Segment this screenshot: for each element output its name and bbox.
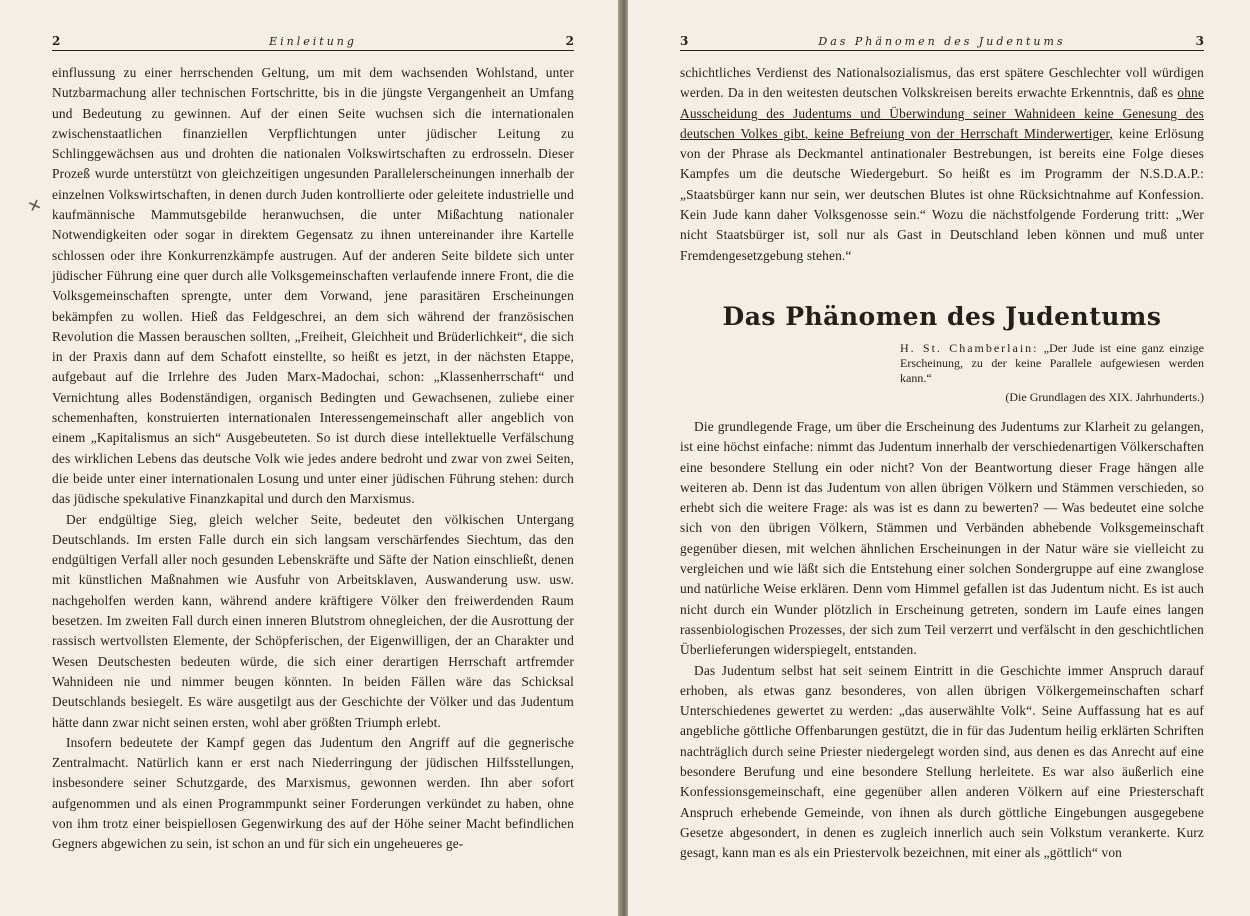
right-body-text-main	[680, 417, 1204, 864]
left-paragraph-1: einflussung zu einer herrschenden Geltung, um mit dem wachsenden Wohlstand, unter Nutzbarmachung aller technischen Fortschritte, bis in die jüngste Vergangenheit an Umfang und Bedeutung zu gewinnen. Auf der einen Seite wuchsen sich die internationalen zwischenstaatlichen finanziellen Verpflichtungen unter jüdischer Leitung zu Schlinggewächsen aus und drohten die nationalen Volkswirtschaften zu erdrosseln. Dieser Prozeß wurde unterstützt von gleichzeitigen ungesunden Parallelerscheinungen innerhalb der einzelnen Volkswirtschaften, in denen durch Juden kontrollierte oder geleitete industrielle und kaufmännische Mammutsgebilde heranwuchsen, die unter Mißachtung nationaler Notwendigkeiten oder sogar in direktem Gegensatz zu ihnen untereinander ihre Kartelle schlossen oder ihre Konkurrenzkämpfe austrugen. Auf der anderen Seite bildete sich unter jüdischer Führung eine quer durch alle Volksgemeinschaften verlaufende innere Front, die die Volksgemeinschaften sprengte, unter dem Vorwand, jene parasitären Erscheinungen bekämpfen zu wollen. Hieß das Feldgeschrei, an dem sich während der französischen Revolution die Massen berauschen sollten, „Freiheit, Gleichheit und Brüderlichkeit“, die sich in der Praxis dann auf dem Schafott einstellte, so heißt es jetzt, in der nächsten Etappe, aufgebaut auf die Irrlehre des Juden Marx-Madochai, schon: „Klassenherrschaft“ und Vernichtung alles Bodenständigen, organisch Bedingten und Gewachsenen, zuliebe einer schemenhaften, konstruierten internationalen Interessengemeinschaft aller angeblich von einem „Kapitalismus an sich“ Ausgebeuteten. So ist durch diese intellektuelle Verfälschung des wirklichen Lebens das deutsche Volk wie jedes andere bedroht und zwar von zwei Seiten, die beide unter einer internationalen Losung und unter einer jüdischen Führung stehen: durch das jüdische spekulative Finanzkapital und durch den Marxismus.	[52, 65, 574, 507]
page-number-left-inner: 2	[565, 34, 574, 48]
opening-text-before: schichtliches Verdienst des Nationalsozialismus, das erst spätere Geschlechter voll würdigen werden. Da in den weitesten deutschen Volkskreisen bereits erwachte Erkenntnis, daß es	[680, 65, 1204, 101]
page-number-right-outer: 3	[1195, 34, 1204, 48]
page-number-left-outer: 2	[52, 34, 61, 48]
epigraph	[900, 341, 1204, 386]
right-body-text	[680, 63, 1204, 266]
epigraph-source: (Die Grundlagen des XIX. Jahrhunderts.)	[1005, 389, 1204, 404]
pencil-mark-icon: ✕	[25, 194, 45, 217]
underlined-passage: ohne Ausscheidung des Judentums und Überwindung seiner Wahnideen keine Genesung des deutschen Volkes gibt, keine Befreiung von der Herrschaft Minderwertiger,	[680, 85, 1204, 141]
epigraph-quote: „Der Jude ist eine ganz einzige Erscheinung, zu der keine Parallele aufgewiesen werden kann.“	[900, 340, 1205, 385]
right-paragraph-2: Das Judentum selbst hat seit seinem Eintritt in die Geschichte immer Anspruch darauf erhoben, als etwas ganz besonderes, von allen übrigen Völkergemeinschaften scharf Unterschiedenes gewertet zu werden: „das auserwählte Volk“. Seine Auffassung hat es auf angebliche göttliche Offenbarungen gestützt, die in für das Judentum heilig erklärten Schriften nachträglich durch seine Priester niedergelegt worden sind, aus denen es das Anrecht auf eine besondere Berufung und eine besondere Stellung herleitete. Es war also äußerlich eine Konfessionsgemeinschaft, eine gegenüber allen anderen Völkern auf eine Priesterschaft Anspruch erhebende Gemeinde, von ihnen als durch göttliche Eingebungen ausgegebene Gesetze abgesondert, in denen es zugleich innerlich auch sein Volkstum verankerte. Kurz gesagt, kann man es als ein Priestervolk bezeichnen, mit einer als „göttlich“ von	[680, 662, 1204, 861]
opening-text-after: keine Erlösung von der Phrase als Deckmantel antinationaler Bestrebungen, ist bereits eine Folge dieses Kampfes um die deutsche Wiedergeburt. So heißt es im Programm der N.S.D.A.P.: „Staatsbürger kann nur sein, wer deutschen Blutes ist ohne Rücksichtnahme auf Konfession. Kein Jude kann daher Volksgenosse sein.“ Wozu die nächstfolgende Forderung tritt: „Wer nicht Staatsbürger ist, soll nur als Gast in Deutschland leben können und muß unter Fremdengesetzgebung stehen.“	[680, 125, 1204, 263]
page-number-right-inner: 3	[680, 34, 689, 48]
right-page	[628, 0, 1250, 916]
chapter-title: Das Phänomen des Judentums	[722, 301, 1162, 331]
left-paragraph-3: Insofern bedeutete der Kampf gegen das Judentum den Angriff auf die gegnerische Zentralmacht. Natürlich kann er erst nach Niederringung der jüdischen Hilfsstellungen, insbesondere seiner Schutzgarde, des Marxismus, gewonnen werden. Ihn aber sofort aufgenommen und als einen Programmpunkt seiner Forderungen verkündet zu haben, ohne von ihm trotz einer beispiellosen Gegenwirkung des auf der Höhe seiner Macht befindlichen Gegners abgewichen zu sein, ist schon an und für sich ein ungeheueres ge-	[52, 734, 574, 852]
running-title-right: Das Phänomen des Judentums	[818, 35, 1066, 48]
right-paragraph-1: Die grundlegende Frage, um über die Erscheinung des Judentums zur Klarheit zu gelangen, ist eine höchst einfache: nimmt das Judentum innerhalb der verschiedenartigen Völkerschaften eine besondere Stellung ein oder nicht? Von der Beantwortung dieser Frage hängen alle weiteren ab. Denn ist das Judentum von allen übrigen Völkern und Stämmen verschieden, so erhebt sich die weitere Frage: als was ist es dann zu bewerten? — Was bedeutet eine solche sich von den übrigen Völkern, Stämmen und Verbänden abhebende Volksgemeinschaft gegenüber diesen, mit welchen ähnlichen Erscheinungen in der Natur wäre sie vielleicht zu vergleichen und wie läßt sich die Entstehung einer solchen Sondergruppe auf eine zwanglose und natürliche Weise erklären. Denn vom Himmel gefallen ist das Judentum nicht. Es ist auch nicht durch ein Wunder plötzlich in Erscheinung getreten, sondern im Laufe eines langen rassenbiologischen Prozesses, der sich zum Teil verzerrt und verfälscht in den geschichtlichen Überlieferungen widerspiegelt, entstanden.	[680, 418, 1204, 658]
left-body-text	[52, 63, 574, 855]
running-head-right	[680, 34, 1204, 51]
left-page	[0, 0, 622, 916]
epigraph-author: H. St. Chamberlain:	[900, 340, 1039, 355]
running-title-left: Einleitung	[269, 35, 357, 48]
running-head-left	[52, 34, 574, 51]
right-opening-paragraph	[680, 63, 1204, 266]
left-paragraph-2: Der endgültige Sieg, gleich welcher Seite, bedeutet den völkischen Untergang Deutschlands. Im ersten Falle durch ein sich langsam verschärfendes Siechtum, das den endgültigen Verfall aller noch gesunden Lebenskräfte und Säfte der Nation einschließt, denen mit künstlichen Maßnahmen wie Ausfuhr von Arbeitsklaven, Auswanderung usw. usw. nachgeholfen werden kann, während andere kräftigere Völker den freiwerdenden Raum besetzen. Im zweiten Fall durch einen inneren Blutstrom ohnegleichen, der die Ausrottung der rassisch wertvollsten Elemente, der Schöpferischen, der Eigenwilligen, der an Charakter und Wesen Deutschesten bedeuten würde, die sich einer derartigen Herrschaft artfremder Wahnideen nie und nimmer beugen könnten. In beiden Fällen wäre das Schicksal Deutschlands besiegelt. Es wäre ausgetilgt aus der Geschichte der Völker und das Judentum hätte dann zwar nicht seinen ersten, wohl aber größten Triumph erlebt.	[52, 511, 574, 730]
